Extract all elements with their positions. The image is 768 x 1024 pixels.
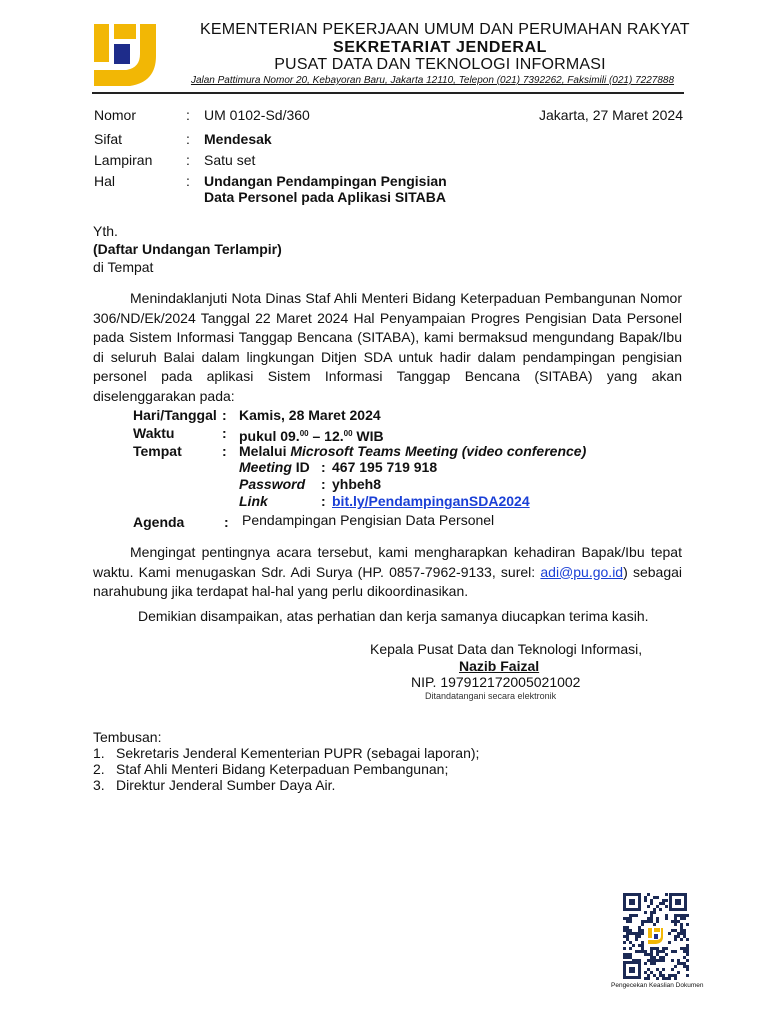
- detail-label-meeting-id: Meeting ID: [239, 459, 310, 475]
- cc-item-number: 1.: [93, 745, 105, 761]
- field-value-hal-line2: Data Personel pada Aplikasi SITABA: [204, 189, 446, 205]
- detail-colon: :: [222, 407, 227, 423]
- cc-heading: Tembusan:: [93, 729, 162, 745]
- field-colon: :: [186, 131, 190, 147]
- signatory-name: Nazib Faizal: [459, 658, 540, 674]
- field-label-lampiran: Lampiran: [94, 152, 153, 168]
- letterhead-ministry: KEMENTERIAN PEKERJAAN UMUM DAN PERUMAHAN RAKYAT: [200, 21, 690, 38]
- detail-value-place: Melalui Microsoft Teams Meeting (video conference): [239, 443, 587, 459]
- cc-item-number: 2.: [93, 761, 105, 777]
- recipient-place: di Tempat: [93, 259, 154, 275]
- field-label-hal: Hal: [94, 173, 116, 189]
- detail-label-time: Waktu: [133, 425, 175, 441]
- letterhead-divider: [92, 92, 684, 94]
- letterhead-address: Jalan Pattimura Nomor 20, Kebayoran Baru, Jakarta 12110, Telepon (021) 7392262, Faksimili (021) 7227888: [190, 75, 675, 86]
- cc-item: Staf Ahli Menteri Bidang Keterpaduan Pembangunan;: [116, 761, 449, 777]
- detail-colon: :: [321, 459, 326, 475]
- detail-colon: :: [321, 493, 326, 509]
- qr-code-icon: [621, 891, 689, 981]
- signatory-title: Kepala Pusat Data dan Teknologi Informasi,: [370, 641, 643, 657]
- cc-item-number: 3.: [93, 777, 105, 793]
- contact-email-link[interactable]: adi@pu.go.id: [540, 563, 624, 580]
- detail-label-password: Password: [239, 476, 306, 492]
- detail-colon: :: [222, 443, 227, 459]
- field-value-nomor: UM 0102-Sd/360: [204, 107, 310, 123]
- pupr-logo-icon: [92, 20, 168, 90]
- signatory-nip: NIP. 197912172005021002: [411, 674, 581, 690]
- field-colon: :: [186, 173, 190, 189]
- field-colon: :: [186, 107, 190, 123]
- cc-item: Sekretaris Jenderal Kementerian PUPR (sebagai laporan);: [116, 745, 480, 761]
- field-value-lampiran: Satu set: [204, 152, 256, 168]
- detail-colon: :: [222, 425, 227, 441]
- letterhead-unit: PUSAT DATA DAN TEKNOLOGI INFORMASI: [274, 56, 606, 73]
- detail-value-meeting-id: 467 195 719 918: [332, 459, 438, 475]
- recipient-salutation: Yth.: [93, 223, 118, 239]
- detail-value-day: Kamis, 28 Maret 2024: [239, 407, 381, 423]
- field-label-sifat: Sifat: [94, 131, 123, 147]
- qr-caption: Pengecekan Keaslian Dokumen: [611, 982, 704, 989]
- cc-item: Direktur Jenderal Sumber Daya Air.: [116, 777, 336, 793]
- detail-label-link: Link: [239, 493, 268, 509]
- detail-value-agenda: Pendampingan Pengisian Data Personel: [242, 512, 495, 528]
- closing-sentence: Demikian disampaikan, atas perhatian dan kerja samanya diucapkan terima kasih.: [138, 608, 649, 624]
- detail-label-agenda: Agenda: [133, 514, 185, 530]
- letter-date: Jakarta, 27 Maret 2024: [539, 107, 683, 123]
- detail-label-place: Tempat: [133, 443, 182, 459]
- field-label-nomor: Nomor: [94, 107, 137, 123]
- meeting-link[interactable]: bit.ly/PendampinganSDA2024: [332, 493, 530, 509]
- detail-label-day: Hari/Tanggal: [133, 407, 217, 423]
- detail-colon: :: [224, 514, 229, 530]
- detail-colon: :: [321, 476, 326, 492]
- body-paragraph-2: Mengingat pentingnya acara tersebut, kami mengharapkan kehadiran Bapak/Ibu tepat waktu. Kami menugaskan Sdr. Adi Surya (HP. 0857-7962-9133, surel: adi@pu.go.id) sebagai narahubung jika terdapat hal-hal yang perlu dikoordinasikan.: [93, 544, 683, 599]
- letterhead-secretariat: SEKRETARIAT JENDERAL: [332, 39, 548, 56]
- field-value-hal-line1: Undangan Pendampingan Pengisian: [204, 173, 447, 189]
- field-colon: :: [186, 152, 190, 168]
- detail-value-password: yhbeh8: [332, 476, 382, 492]
- recipient-name: (Daftar Undangan Terlampir): [93, 241, 282, 257]
- detail-value-time: pukul 09.00 – 12.00 WIB: [239, 428, 384, 444]
- field-value-sifat: Mendesak: [204, 131, 272, 147]
- body-paragraph-1: Menindaklanjuti Nota Dinas Staf Ahli Menteri Bidang Keterpaduan Pembangunan Nomor 306/ND/Ek/2024 Tanggal 22 Maret 2024 Hal Penyampaian Progres Pengisian Data Personel pada Sistem Informasi Tanggap Bencana (SITABA), kami bermaksud mengundang Bapak/Ibu di seluruh Balai dalam lingkungan Ditjen SDA untuk hadir dalam pendampingan pengisian personel pada aplikasi Sistem Informasi Tanggap Bencana (SITABA) yang akan diselenggarakan pada:: [93, 290, 682, 404]
- electronic-signature-note: Ditandatangani secara elektronik: [425, 691, 557, 701]
